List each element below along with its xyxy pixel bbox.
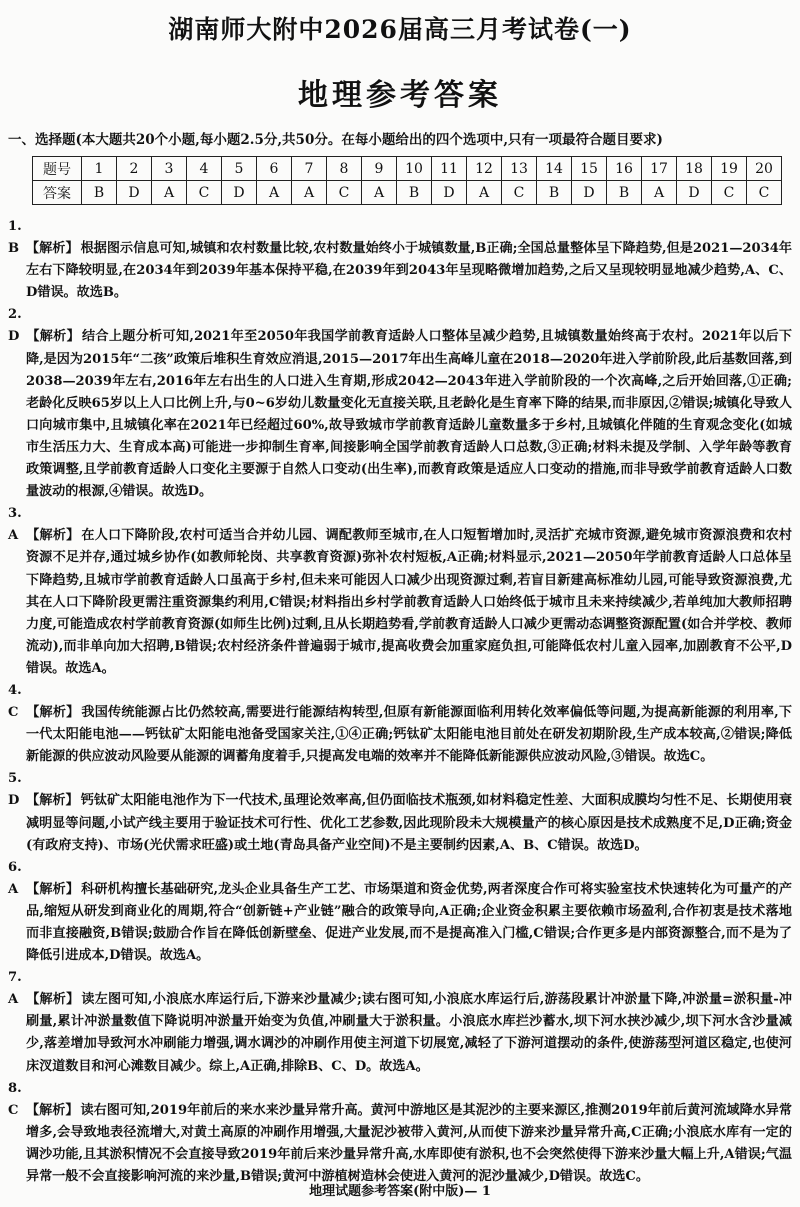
answer-cell: C <box>712 181 747 205</box>
doc-title: 地理参考答案 <box>298 78 502 113</box>
answer-cell: A <box>467 181 502 205</box>
answer-cell: D <box>222 181 257 205</box>
answer-cell: A <box>642 181 677 205</box>
question-number: 1 <box>82 157 117 181</box>
question-answer-label: 1.B <box>8 219 22 257</box>
exam-title: 湖南师大附中2026届高三月考试卷(一) <box>168 15 632 44</box>
question-number: 13 <box>502 157 537 181</box>
question-number: 20 <box>747 157 782 181</box>
answer-cell: A <box>362 181 397 205</box>
analysis-tag: 【解析】 <box>26 992 80 1008</box>
question-number: 10 <box>397 157 432 181</box>
analysis-tag: 【解析】 <box>26 705 80 721</box>
question-number: 7 <box>292 157 327 181</box>
explanations <box>8 216 792 1188</box>
analysis-tag: 【解析】 <box>26 1102 79 1118</box>
answer-cell: D <box>677 181 712 205</box>
question-number: 15 <box>572 157 607 181</box>
explanation-item <box>8 768 792 856</box>
explanation-item <box>8 503 792 680</box>
question-number: 6 <box>257 157 292 181</box>
explanation-text: 我国传统能源占比仍然较高,需要进行能源结构转型,但原有新能源面临利用转化效率偏低等问题,为提高新能源的利用率,下一代太阳能电池——钙钛矿太阳能电池备受国家关注,①④正确;钙钛矿太阳能电池目前处在研发初期阶段,生产成本较高,②错误;降低新能源的供应波动风险要从能源的调蓄角度着手,只提高发电端的效率并不能降低新能源供应波动风险,③错误。故选C。 <box>26 705 793 765</box>
explanation-text: 读左图可知,小浪底水库运行后,下游来沙量减少;读右图可知,小浪底水库运行后,游荡段累计冲淤量下降,冲淤量=淤积量-冲刷量,累计冲淤量数值下降说明冲淤量开始变为负值,冲刷量大于淤积量。小浪底水库拦沙蓄水,坝下河水挟沙减少,坝下河水含沙量减少,落差增加导致河水冲刷能力增强,调水调沙的冲刷作用使主河道下切展宽,减轻了下游河道摆动的条件,使游荡型河道区稳定,也使河床汊道数目和河心滩数目减少。综上,A正确,排除B、C、D。故选A。 <box>26 992 793 1074</box>
question-number: 17 <box>642 157 677 181</box>
question-number: 8 <box>327 157 362 181</box>
question-answer-label: 7.A <box>8 970 22 1008</box>
question-number: 19 <box>712 157 747 181</box>
explanation-text: 钙钛矿太阳能电池作为下一代技术,虽理论效率高,但仍面临技术瓶颈,如材料稳定性差、大面积成膜均匀性不足、长期使用衰减明显等问题,小试产线主要用于验证技术可行性、优化工艺参数,因此现阶段未大规模量产的核心原因是技术成熟度不足,D正确;资金(有政府支持)、市场(光伏需求旺盛)或土地(青岛具备产业空间)不是主要制约因素,A、B、C错误。故选D。 <box>26 793 792 853</box>
explanation-text: 科研机构擅长基础研究,龙头企业具备生产工艺、市场渠道和资金优势,两者深度合作可将实验室技术快速转化为可量产的产品,缩短从研发到商业化的周期,符合“创新链+产业链”融合的政策导向,A正确;企业资金积累主要依赖市场盈利,合作初衷是技术落地而非直接融资,B错误;鼓励合作旨在降低创新壁垒、促进产业发展,而不是提高准入门槛,C错误;合作更多是内部资源整合,而不是为了降低引进成本,D错误。故选A。 <box>26 881 793 964</box>
analysis-tag: 【解析】 <box>26 329 81 345</box>
answer-cell: D <box>572 181 607 205</box>
answer-cell: D <box>432 181 467 205</box>
question-answer-label: 6.A <box>8 859 22 897</box>
answer-cell: C <box>747 181 782 205</box>
row-label-question: 题号 <box>33 157 82 181</box>
answer-cell: A <box>257 181 292 205</box>
question-answer-label: 8.C <box>8 1080 22 1118</box>
answer-cell: C <box>502 181 537 205</box>
answer-table-answer-row <box>33 181 782 205</box>
explanation-item <box>8 680 792 768</box>
question-number: 14 <box>537 157 572 181</box>
analysis-tag: 【解析】 <box>26 881 80 897</box>
answer-cell: A <box>292 181 327 205</box>
question-answer-label: 3.A <box>8 506 22 544</box>
question-number: 5 <box>222 157 257 181</box>
analysis-tag: 【解析】 <box>26 528 80 544</box>
question-number: 3 <box>152 157 187 181</box>
answer-cell: B <box>82 181 117 205</box>
row-label-answer: 答案 <box>33 181 82 205</box>
explanation-text: 在人口下降阶段,农村可适当合并幼儿园、调配教师至城市,在人口短暂增加时,灵活扩充城市资源,避免城市资源浪费和农村资源不足并存,通过城乡协作(如教师轮岗、共享教育资源)弥补农村短板,A正确;材料显示,2021—2050年学前教育适龄人口总体呈下降趋势,且城市学前教育适龄人口虽高于乡村,但未来可能因人口减少出现资源过剩,若盲目新建高标准幼儿园,可能导致资源浪费,尤其在人口下降阶段更需注重资源集约利用,C错误;材料指出乡村学前教育适龄人口始终低于城市且未来持续减少,若单纯加大教师招聘力度,可能造成农村学前教育资源(如师生比例)过剩,且从长期趋势看,学前教育适龄人口减少更需动态调整资源配置(如合并学校、教师流动),而非单向加大招聘,B错误;农村经济条件普遍弱于城市,提高收费会加重家庭负担,可能降低农村儿童入园率,加剧教育不公平,D错误。故选A。 <box>26 528 793 676</box>
question-number: 12 <box>467 157 502 181</box>
question-number: 16 <box>607 157 642 181</box>
analysis-tag: 【解析】 <box>26 241 79 257</box>
explanation-item <box>8 857 792 967</box>
answer-cell: A <box>152 181 187 205</box>
question-number: 2 <box>117 157 152 181</box>
question-answer-label: 2.D <box>8 307 22 345</box>
question-number: 9 <box>362 157 397 181</box>
answer-cell: B <box>397 181 432 205</box>
explanation-item <box>8 1078 792 1188</box>
answer-cell: C <box>187 181 222 205</box>
question-number: 4 <box>187 157 222 181</box>
answer-cell: B <box>537 181 572 205</box>
section-heading: 一、选择题(本大题共20个小题,每小题2.5分,共50分。在每小题给出的四个选项中,只有一项最符合题目要求) <box>8 132 663 148</box>
question-answer-label: 5.D <box>8 771 22 809</box>
question-number: 18 <box>677 157 712 181</box>
explanation-item <box>8 304 792 503</box>
question-number: 11 <box>432 157 467 181</box>
explanation-text: 根据图示信息可知,城镇和农村数量比较,农村数量始终小于城镇数量,B正确;全国总量整体呈下降趋势,但是2021—2034年左右下降较明显,在2034年到2039年基本保持平稳,在2039年到2043年呈现略微增加趋势,之后又呈现较明显地减少趋势,A、C、D错误。故选B。 <box>26 241 792 301</box>
explanation-text: 结合上题分析可知,2021年至2050年我国学前教育适龄人口整体呈减少趋势,且城镇数量始终高于农村。2021年以后下降,是因为2015年“二孩”政策后堆积生育效应消退,2015—2017年出生高峰儿童在2018—2020年进入学前阶段,此后基数回落,到2038—2039年左右,2016年左右出生的人口进入生育期,形成2042—2043年进入学前阶段的一个次高峰,之后开始回落,①正确;老龄化反映65岁以上人口比例上升,与0~6岁幼儿数量变化无直接关联,且老龄化是生育率下降的结果,而非原因,②错误;城镇化导致人口向城市集中,且城镇化率在2021年已经超过60%,故导致城市学前教育适龄儿童数量多于乡村,且城镇化伴随的生育观念变化(如城市生活压力大、生育成本高)可能进一步抑制生育率,间接影响全国学前教育适龄人口总数,③正确;材料未提及学制、入学年龄等教育政策调整,且学前教育适龄人口变化主要源于自然人口变动(出生率),而教育政策是适应人口变动的措施,而非导致学前教育适龄人口数量波动的根源,④错误。故选D。 <box>26 329 792 500</box>
explanation-item <box>8 216 792 304</box>
explanation-text: 读右图可知,2019年前后的来水来沙量异常升高。黄河中游地区是其泥沙的主要来源区,推测2019年前后黄河流域降水异常增多,会导致地表径流增大,对黄土高原的冲刷作用增强,大量泥沙被带入黄河,从而使下游来沙量异常升高,C正确;小浪底水库有一定的调沙功能,且其淤积情况不会直接导致2019年前后来沙量异常升高,水库即使有淤积,也不会突然使得下游来沙量大幅上升,A错误;气温异常一般不会直接影响河流的来沙量,B错误;黄河中游植树造林会使进入黄河的泥沙量减少,D错误。故选C。 <box>26 1102 793 1185</box>
question-answer-label: 4.C <box>8 682 22 721</box>
answer-cell: B <box>607 181 642 205</box>
answer-table <box>32 156 782 205</box>
page-footer: 地理试题参考答案(附中版)— 1 <box>309 1184 491 1199</box>
answer-table-number-row <box>33 157 782 181</box>
answer-cell: C <box>327 181 362 205</box>
answer-cell: D <box>117 181 152 205</box>
explanation-item <box>8 967 792 1077</box>
analysis-tag: 【解析】 <box>26 793 79 809</box>
